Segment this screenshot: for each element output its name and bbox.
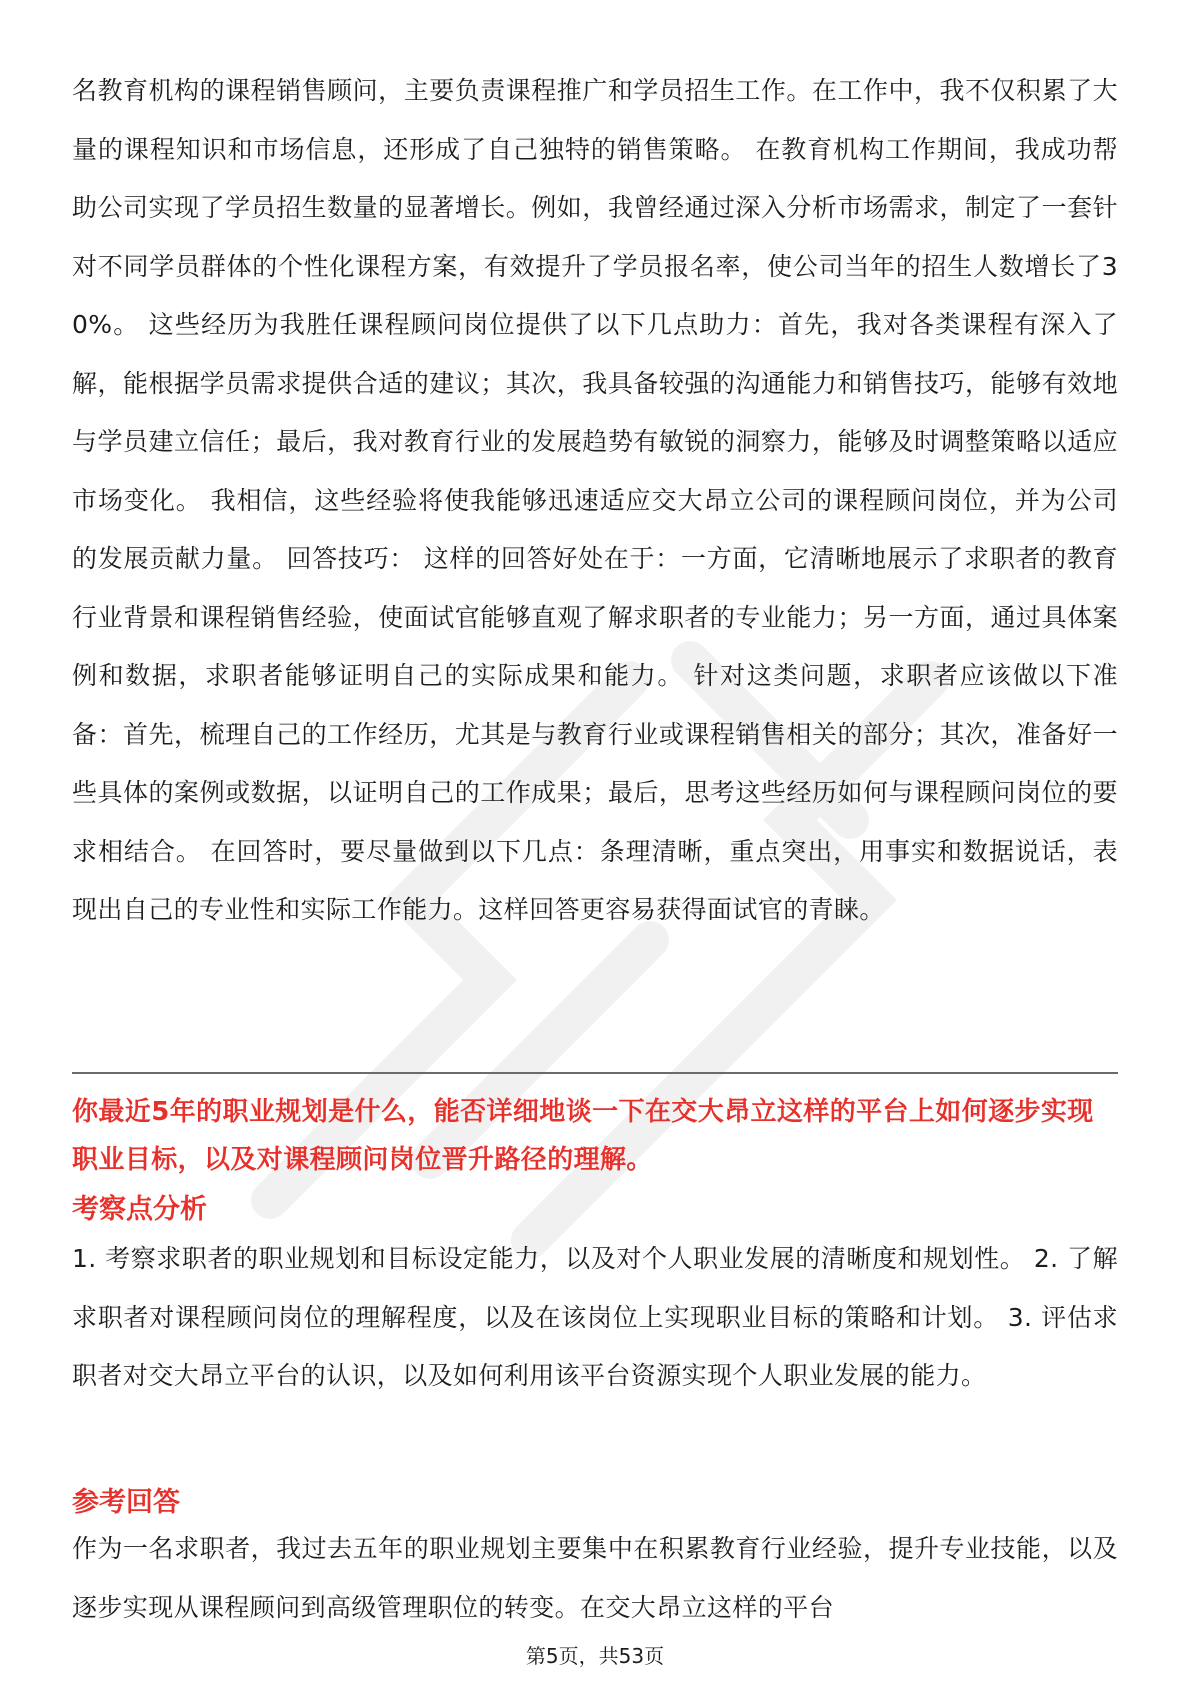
reference-heading: 参考回答	[72, 1487, 180, 1518]
answer-continuation-block	[72, 62, 1118, 940]
analysis-block	[72, 1230, 1118, 1406]
analysis-text: 1. 考察求职者的职业规划和目标设定能力，以及对个人职业发展的清晰度和规划性。 2. 了解求职者对课程顾问岗位的理解程度，以及在该岗位上实现职业目标的策略和计划。 3. 评估求职者对交大昂立平台的认识，以及如何利用该平台资源实现个人职业发展的能力。	[72, 1244, 1118, 1390]
answer-continuation-text: 名教育机构的课程销售顾问，主要负责课程推广和学员招生工作。在工作中，我不仅积累了大量的课程知识和市场信息，还形成了自己独特的销售策略。 在教育机构工作期间，我成功帮助公司实现了学员招生数量的显著增长。例如，我曾经通过深入分析市场需求，制定了一套针对不同学员群体的个性化课程方案，有效提升了学员报名率，使公司当年的招生人数增长了30%。 这些经历为我胜任课程顾问岗位提供了以下几点助力：首先，我对各类课程有深入了解，能根据学员需求提供合适的建议；其次，我具备较强的沟通能力和销售技巧，能够有效地与学员建立信任；最后，我对教育行业的发展趋势有敏锐的洞察力，能够及时调整策略以适应市场变化。 我相信，这些经验将使我能够迅速适应交大昂立公司的课程顾问岗位，并为公司的发展贡献力量。 回答技巧： 这样的回答好处在于：一方面，它清晰地展示了求职者的教育行业背景和课程销售经验，使面试官能够直观了解求职者的专业能力；另一方面，通过具体案例和数据，求职者能够证明自己的实际成果和能力。 针对这类问题，求职者应该做以下准备：首先，梳理自己的工作经历，尤其是与教育行业或课程销售相关的部分；其次，准备好一些具体的案例或数据，以证明自己的工作成果；最后，思考这些经历如何与课程顾问岗位的要求相结合。 在回答时，要尽量做到以下几点：条理清晰，重点突出，用事实和数据说话，表现出自己的专业性和实际工作能力。这样回答更容易获得面试官的青睐。	[72, 76, 1118, 924]
reference-text: 作为一名求职者，我过去五年的职业规划主要集中在积累教育行业经验，提升专业技能，以及逐步实现从课程顾问到高级管理职位的转变。在交大昂立这样的平台	[72, 1534, 1118, 1622]
page-number: 第5页，共53页	[525, 1644, 665, 1668]
section-divider	[72, 1072, 1118, 1074]
reference-block	[72, 1520, 1118, 1637]
analysis-heading: 考察点分析	[72, 1194, 207, 1225]
interview-question: 你最近5年的职业规划是什么，能否详细地谈一下在交大昂立这样的平台上如何逐步实现职业目标，以及对课程顾问岗位晋升路径的理解。	[72, 1097, 1094, 1175]
